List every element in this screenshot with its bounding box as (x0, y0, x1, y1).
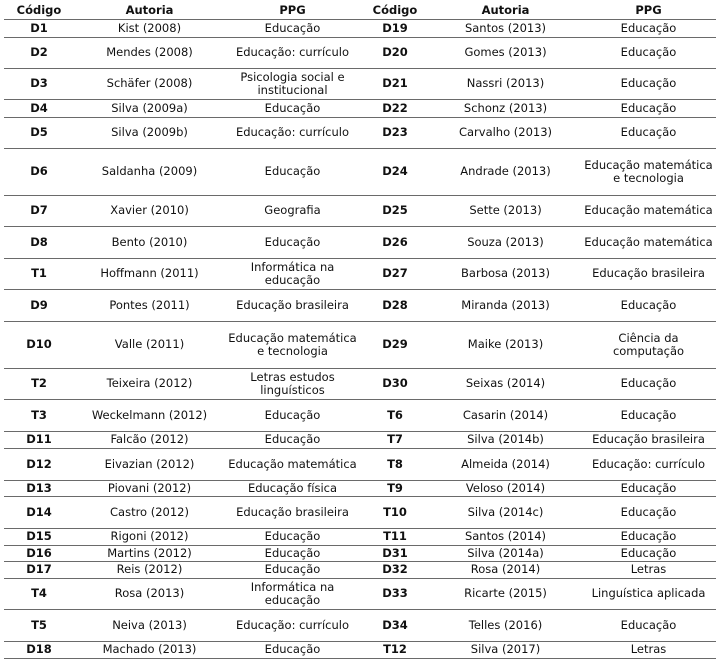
cell-author-right: Souza (2013) (430, 227, 581, 259)
cell-ppg-right: Educação (581, 69, 716, 100)
cell-ppg-right: Linguística aplicada (581, 579, 716, 610)
cell-ppg-left: Educação: currículo (225, 38, 360, 69)
table-row (4, 100, 716, 118)
cell-ppg-left: Educação (225, 642, 360, 659)
cell-code-left: D8 (4, 227, 74, 259)
cell-author-right: Silva (2014a) (430, 546, 581, 562)
table-row (4, 20, 716, 38)
cell-author-right: Barbosa (2013) (430, 259, 581, 290)
cell-ppg-right: Educação matemática (581, 196, 716, 227)
table-row (4, 38, 716, 69)
cell-author-left: Weckelmann (2012) (74, 400, 225, 432)
table-row (4, 546, 716, 562)
cell-ppg-left: Educação (225, 546, 360, 562)
cell-ppg-left: Letras estudos linguísticos (225, 369, 360, 400)
cell-ppg-left: Educação: currículo (225, 118, 360, 149)
cell-author-right: Ricarte (2015) (430, 579, 581, 610)
cell-ppg-right: Educação (581, 529, 716, 546)
cell-author-left: Silva (2009b) (74, 118, 225, 149)
table-body (4, 20, 716, 659)
cell-ppg-right: Letras (581, 642, 716, 659)
header-autoria-right: Autoria (430, 2, 581, 20)
cell-code-left: D13 (4, 481, 74, 497)
table-row (4, 290, 716, 322)
cell-ppg-right: Educação (581, 290, 716, 322)
cell-code-left: D15 (4, 529, 74, 546)
table-row (4, 481, 716, 497)
cell-code-left: D1 (4, 20, 74, 38)
cell-author-right: Santos (2014) (430, 529, 581, 546)
cell-code-right: D24 (360, 149, 430, 196)
cell-code-right: D23 (360, 118, 430, 149)
cell-author-right: Gomes (2013) (430, 38, 581, 69)
cell-author-left: Saldanha (2009) (74, 149, 225, 196)
table-row (4, 400, 716, 432)
cell-code-left: D7 (4, 196, 74, 227)
cell-code-left: T4 (4, 579, 74, 610)
cell-author-right: Sette (2013) (430, 196, 581, 227)
cell-ppg-right: Educação (581, 497, 716, 529)
cell-code-left: D5 (4, 118, 74, 149)
cell-code-left: D17 (4, 562, 74, 579)
table-row (4, 449, 716, 481)
cell-code-left: D10 (4, 322, 74, 369)
cell-code-right: D20 (360, 38, 430, 69)
cell-author-right: Schonz (2013) (430, 100, 581, 118)
cell-ppg-right: Educação (581, 546, 716, 562)
header-codigo-left: Código (4, 2, 74, 20)
cell-code-left: D9 (4, 290, 74, 322)
cell-ppg-right: Educação: currículo (581, 449, 716, 481)
cell-ppg-left: Educação: currículo (225, 610, 360, 642)
cell-ppg-right: Educação (581, 610, 716, 642)
cell-ppg-right: Educação matemática e tecnologia (581, 149, 716, 196)
cell-code-left: D12 (4, 449, 74, 481)
cell-ppg-right: Educação (581, 400, 716, 432)
cell-code-right: D26 (360, 227, 430, 259)
cell-code-left: T2 (4, 369, 74, 400)
cell-code-right: D19 (360, 20, 430, 38)
cell-ppg-left: Educação (225, 529, 360, 546)
cell-ppg-left: Educação (225, 149, 360, 196)
cell-code-right: D25 (360, 196, 430, 227)
table-row (4, 196, 716, 227)
cell-author-right: Miranda (2013) (430, 290, 581, 322)
cell-author-right: Casarin (2014) (430, 400, 581, 432)
cell-author-right: Santos (2013) (430, 20, 581, 38)
cell-author-left: Pontes (2011) (74, 290, 225, 322)
cell-ppg-left: Educação (225, 100, 360, 118)
cell-ppg-left: Educação brasileira (225, 497, 360, 529)
cell-ppg-left: Informática na educação (225, 259, 360, 290)
cell-author-left: Bento (2010) (74, 227, 225, 259)
cell-code-left: D6 (4, 149, 74, 196)
table-row (4, 227, 716, 259)
cell-code-left: D4 (4, 100, 74, 118)
cell-author-left: Martins (2012) (74, 546, 225, 562)
cell-author-left: Eivazian (2012) (74, 449, 225, 481)
references-table-container (4, 2, 713, 659)
cell-code-left: T1 (4, 259, 74, 290)
cell-ppg-left: Educação (225, 562, 360, 579)
cell-author-left: Neiva (2013) (74, 610, 225, 642)
cell-ppg-right: Educação brasileira (581, 432, 716, 449)
cell-author-right: Silva (2014b) (430, 432, 581, 449)
cell-ppg-left: Educação (225, 227, 360, 259)
cell-ppg-left: Educação matemática e tecnologia (225, 322, 360, 369)
cell-author-right: Maike (2013) (430, 322, 581, 369)
cell-author-left: Kist (2008) (74, 20, 225, 38)
cell-author-right: Nassri (2013) (430, 69, 581, 100)
table-row (4, 579, 716, 610)
cell-author-right: Andrade (2013) (430, 149, 581, 196)
cell-code-right: T7 (360, 432, 430, 449)
cell-code-right: D28 (360, 290, 430, 322)
cell-code-right: D32 (360, 562, 430, 579)
cell-code-left: D14 (4, 497, 74, 529)
cell-code-right: T9 (360, 481, 430, 497)
cell-ppg-left: Educação (225, 20, 360, 38)
cell-code-right: D21 (360, 69, 430, 100)
cell-author-right: Seixas (2014) (430, 369, 581, 400)
cell-code-left: T5 (4, 610, 74, 642)
cell-ppg-left: Educação (225, 400, 360, 432)
cell-author-left: Falcão (2012) (74, 432, 225, 449)
cell-code-right: D34 (360, 610, 430, 642)
cell-author-right: Silva (2014c) (430, 497, 581, 529)
table-row (4, 322, 716, 369)
cell-code-right: D31 (360, 546, 430, 562)
table-row (4, 69, 716, 100)
cell-author-right: Veloso (2014) (430, 481, 581, 497)
table-row (4, 610, 716, 642)
cell-author-left: Reis (2012) (74, 562, 225, 579)
table-row (4, 149, 716, 196)
cell-ppg-right: Educação (581, 38, 716, 69)
cell-code-right: D29 (360, 322, 430, 369)
cell-author-left: Xavier (2010) (74, 196, 225, 227)
cell-ppg-right: Educação (581, 100, 716, 118)
cell-code-left: D3 (4, 69, 74, 100)
cell-author-left: Rigoni (2012) (74, 529, 225, 546)
table-row (4, 259, 716, 290)
cell-ppg-left: Educação matemática (225, 449, 360, 481)
cell-author-left: Teixeira (2012) (74, 369, 225, 400)
header-autoria-left: Autoria (74, 2, 225, 20)
cell-ppg-left: Geografia (225, 196, 360, 227)
cell-code-left: D16 (4, 546, 74, 562)
references-table (4, 2, 716, 659)
header-codigo-right: Código (360, 2, 430, 20)
table-row (4, 369, 716, 400)
cell-code-right: D30 (360, 369, 430, 400)
cell-author-left: Mendes (2008) (74, 38, 225, 69)
cell-author-right: Carvalho (2013) (430, 118, 581, 149)
cell-author-left: Piovani (2012) (74, 481, 225, 497)
cell-author-right: Telles (2016) (430, 610, 581, 642)
table-row (4, 529, 716, 546)
header-ppg-right: PPG (581, 2, 716, 20)
cell-code-right: T8 (360, 449, 430, 481)
cell-code-left: D11 (4, 432, 74, 449)
cell-ppg-right: Educação (581, 481, 716, 497)
cell-ppg-left: Informática na educação (225, 579, 360, 610)
cell-ppg-right: Letras (581, 562, 716, 579)
table-row (4, 432, 716, 449)
cell-author-right: Silva (2017) (430, 642, 581, 659)
cell-code-right: T10 (360, 497, 430, 529)
cell-ppg-right: Educação brasileira (581, 259, 716, 290)
cell-code-right: D27 (360, 259, 430, 290)
cell-author-left: Valle (2011) (74, 322, 225, 369)
cell-ppg-right: Ciência da computação (581, 322, 716, 369)
cell-code-right: T11 (360, 529, 430, 546)
table-header-row (4, 2, 716, 20)
table-row (4, 118, 716, 149)
cell-ppg-right: Educação (581, 118, 716, 149)
cell-ppg-right: Educação (581, 369, 716, 400)
header-ppg-left: PPG (225, 2, 360, 20)
cell-ppg-right: Educação matemática (581, 227, 716, 259)
table-row (4, 642, 716, 659)
cell-author-left: Silva (2009a) (74, 100, 225, 118)
cell-code-left: T3 (4, 400, 74, 432)
cell-code-right: D33 (360, 579, 430, 610)
cell-ppg-left: Educação (225, 432, 360, 449)
cell-code-right: T6 (360, 400, 430, 432)
cell-code-left: D2 (4, 38, 74, 69)
table-row (4, 497, 716, 529)
cell-code-right: D22 (360, 100, 430, 118)
cell-ppg-left: Educação brasileira (225, 290, 360, 322)
table-row (4, 562, 716, 579)
cell-author-left: Castro (2012) (74, 497, 225, 529)
cell-code-left: D18 (4, 642, 74, 659)
cell-author-right: Rosa (2014) (430, 562, 581, 579)
cell-ppg-left: Psicologia social e institucional (225, 69, 360, 100)
cell-code-right: T12 (360, 642, 430, 659)
cell-ppg-right: Educação (581, 20, 716, 38)
cell-author-left: Machado (2013) (74, 642, 225, 659)
cell-author-left: Rosa (2013) (74, 579, 225, 610)
cell-ppg-left: Educação física (225, 481, 360, 497)
cell-author-right: Almeida (2014) (430, 449, 581, 481)
cell-author-left: Schäfer (2008) (74, 69, 225, 100)
cell-author-left: Hoffmann (2011) (74, 259, 225, 290)
